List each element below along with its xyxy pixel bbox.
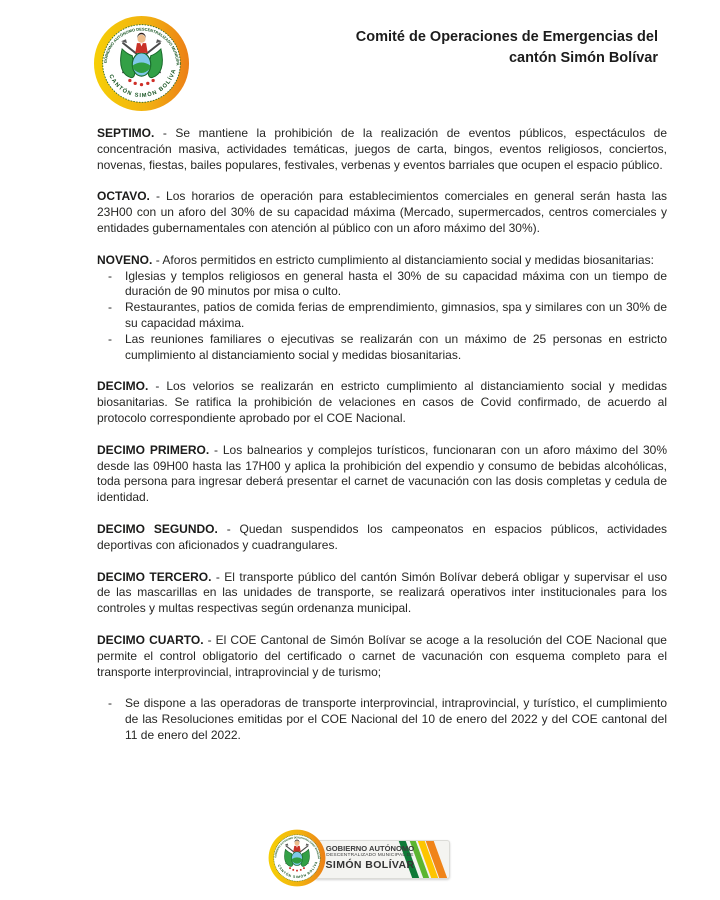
footer-org-line1: GOBIERNO AUTÓNOMO [325, 844, 415, 853]
paragraph-text: - Aforos permitidos en estricto cumplimiento al distanciamiento social y medidas biosanitarias: [155, 252, 654, 267]
paragraph-label: DECIMO SEGUNDO. [97, 521, 218, 536]
list-item [97, 269, 667, 301]
paragraph-octavo [97, 189, 667, 236]
document-footer [0, 829, 720, 891]
paragraph-text: - Se mantiene la prohibición de la realización de eventos públicos, espectáculos de concentración masiva, actividades temáticas, juegos de carta, bingos, eventos religiosos, conciertos, novenas, fiestas, bailes populares, festivales, verbenas y eventos barriales que ocupen el espacio público. [97, 126, 667, 172]
paragraph-text: - Los velorios se realizarán en estricto cumplimiento al distanciamiento social y medidas biosanitarias. Se ratifica la prohibición de velaciones en casos de Covid confirmado, de acuerdo al protocolo correspondiente aprobado por el COE Nacional. [97, 379, 667, 425]
footer-banner-text [323, 844, 417, 872]
paragraph-label: DECIMO CUARTO. [97, 632, 204, 647]
page-title [318, 27, 658, 69]
page-title-line1: Comité de Operaciones de Emergencias del [355, 29, 658, 45]
dash-marker: - [108, 268, 112, 283]
paragraph-text: - Los horarios de operación para establecimientos comerciales en general serán hasta las 23H00 con un aforo del 30% de su capacidad máxima (Mercado, supermercados, centros comerciales y entidades gubernamentales con atención al público con un aforo máximo del 30%). [97, 189, 668, 235]
municipal-crest-icon [93, 15, 190, 112]
paragraph-decimo [97, 379, 667, 426]
noveno-bullet-list [97, 269, 667, 364]
paragraph-septimo [97, 126, 667, 173]
list-item-text: Se dispone a las operadoras de transporte interprovincial, intraprovincial, y turístico, el cumplimiento de las Resoluciones emitidas por el COE Nacional del 10 de enero del 2022 y del COE cantonal del 11 de enero del 2022. [125, 696, 667, 742]
footer-logo-group [268, 829, 452, 891]
paragraph-label: NOVENO. [97, 252, 153, 267]
footer-org-line3: SIMÓN BOLÍVAR [325, 859, 415, 871]
paragraph-label: DECIMO. [97, 379, 149, 394]
paragraph-noveno [97, 253, 667, 269]
municipal-crest-icon [268, 829, 326, 887]
list-item-text: Restaurantes, patios de comida ferias de emprendimiento, gimnasios, spa y similares con un 30% de su capacidad máxima. [125, 300, 667, 330]
paragraph-text: - El COE Cantonal de Simón Bolívar se acoge a la resolución del COE Nacional que permite el control obligatorio del certificado o carnet de vacunación con esquema completo para el transporte interprovincial, intraprovincial y de turismo; [97, 632, 667, 679]
dash-marker: - [108, 696, 112, 711]
paragraph-text: - El transporte público del cantón Simón Bolívar deberá obligar y supervisar el uso de las mascarillas en las unidades de transporte, se realizará operativos inter institucionales para los controles y multas respectivas según ordenanza municipal. [97, 569, 667, 616]
paragraph-text: - Quedan suspendidos los campeonatos en espacios públicos, actividades deportivas con aficionados y cuadrangulares. [97, 521, 667, 552]
paragraph-label: DECIMO TERCERO. [97, 569, 212, 584]
paragraph-decimo-cuarto [97, 633, 667, 680]
page-title-line2: cantón Simón Bolívar [508, 50, 658, 66]
document-body [97, 126, 667, 760]
paragraph-decimo-segundo [97, 522, 667, 554]
list-item-text: Iglesias y templos religiosos en general hasta el 30% de su capacidad máxima con un tiempo de duración de 90 minutos por misa o culto. [125, 268, 667, 299]
paragraph-label: OCTAVO. [97, 189, 150, 204]
dash-marker: - [108, 300, 112, 315]
decimo-cuarto-bullet-list [97, 696, 667, 743]
paragraph-label: DECIMO PRIMERO. [97, 442, 210, 457]
paragraph-label: SEPTIMO. [97, 126, 155, 140]
list-item-text: Las reuniones familiares o ejecutivas se realizarán con un máximo de 25 personas en estricto cumplimiento al distanciamiento social y medidas biosanitarias. [125, 331, 667, 362]
list-item [97, 332, 667, 364]
list-item [97, 696, 667, 743]
footer-org-line2: DESCENTRALIZADO MUNICIPAL DE [326, 853, 414, 858]
paragraph-text: - Los balnearios y complejos turísticos, funcionaran con un aforo máximo del 30% desde las 09H00 hasta las 17H00 y aplica la prohibición del expendio y consumo de bebidas alcohólicas, toda persona para ingresar deberá presentar el carnet de vacunación con las dosis completas y cedula de identidad. [97, 442, 668, 505]
list-item [97, 300, 667, 332]
paragraph-decimo-tercero [97, 570, 667, 617]
footer-banner [314, 840, 450, 879]
dash-marker: - [108, 331, 112, 346]
paragraph-decimo-primero [97, 443, 667, 506]
